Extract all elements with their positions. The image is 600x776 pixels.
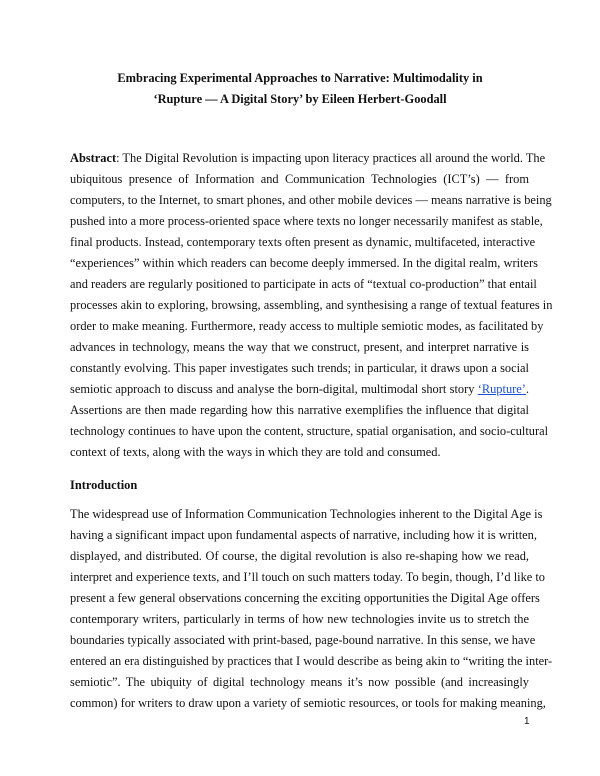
abstract-line: [70, 150, 546, 166]
introduction-line: semiotic”. The ubiquity of digital technology means it’s now possible (and increasingly: [70, 675, 529, 689]
abstract-line: technology continues to have upon the content, structure, spatial organisation, and socio-cultural: [70, 424, 549, 438]
abstract-line: [70, 381, 529, 397]
introduction-line: having a significant impact upon fundamental aspects of narrative, including how it is written,: [70, 528, 537, 542]
paper-title-line-1: Embracing Experimental Approaches to Narrative: Multimodality in: [117, 71, 483, 85]
paper-title-line-2: ‘Rupture — A Digital Story’ by Eileen Herbert-Goodall: [153, 92, 447, 106]
abstract-line: pushed into a more process-oriented space where texts no longer necessarily manifest as stable,: [70, 214, 543, 228]
introduction-line: contemporary writers, particularly in terms of how new technologies invite us to stretch the: [70, 612, 529, 626]
introduction-line: common) for writers to draw upon a variety of semiotic resources, or tools for making meaning,: [70, 696, 546, 710]
abstract-line: computers, to the Internet, to smart phones, and other mobile devices — means narrative is being: [70, 193, 552, 207]
page-number: 1: [524, 716, 530, 727]
abstract-line: and readers are regularly positioned to participate in acts of “textual co-production” that entail: [70, 277, 537, 291]
abstract-line-text: semiotic approach to discuss and analyse the born-digital, multimodal short story: [70, 382, 478, 396]
abstract-first-line: : The Digital Revolution is impacting upon literacy practices all around the world. The: [116, 151, 546, 165]
abstract-line: constantly evolving. This paper investigates such trends; in particular, it draws upon a social: [70, 361, 529, 375]
introduction-line: displayed, and distributed. Of course, the digital revolution is also re-shaping how we read,: [70, 549, 529, 563]
introduction-line: boundaries typically associated with print-based, page-bound narrative. In this sense, we have: [70, 633, 536, 647]
abstract-line: order to make meaning. Furthermore, ready access to multiple semiotic modes, as facilitated by: [70, 319, 544, 333]
introduction-heading: Introduction: [70, 478, 138, 492]
introduction-line: present a few general observations concerning the exciting opportunities the Digital Age offers: [70, 591, 540, 605]
abstract-label: Abstract: [70, 151, 117, 165]
abstract-line-text: .: [525, 382, 529, 396]
introduction-line: The widespread use of Information Communication Technologies inherent to the Digital Age is: [70, 507, 543, 521]
abstract-line: advances in technology, means the way that we construct, present, and interpret narrative is: [70, 340, 529, 354]
abstract-line: Assertions are then made regarding how this narrative exemplifies the influence that digital: [70, 403, 529, 417]
introduction-line: entered an era distinguished by practices that I would describe as being akin to “writing the inter-: [70, 654, 553, 668]
abstract-line: final products. Instead, contemporary texts often present as dynamic, multifaceted, interactive: [70, 235, 536, 249]
abstract-line: context of texts, along with the ways in which they are told and consumed.: [70, 445, 441, 459]
abstract-line: ubiquitous presence of Information and Communication Technologies (ICT’s) — from: [70, 172, 529, 186]
abstract-line: “experiences” within which readers can become deeply immersed. In the digital realm, writers: [70, 256, 538, 270]
abstract-line: processes akin to exploring, browsing, assembling, and synthesising a range of textual features in: [70, 298, 553, 312]
rupture-story-link[interactable]: ‘Rupture’: [477, 382, 526, 396]
introduction-line: interpret and experience texts, and I’ll touch on such matters today. To begin, though, I’d like to: [70, 570, 546, 584]
